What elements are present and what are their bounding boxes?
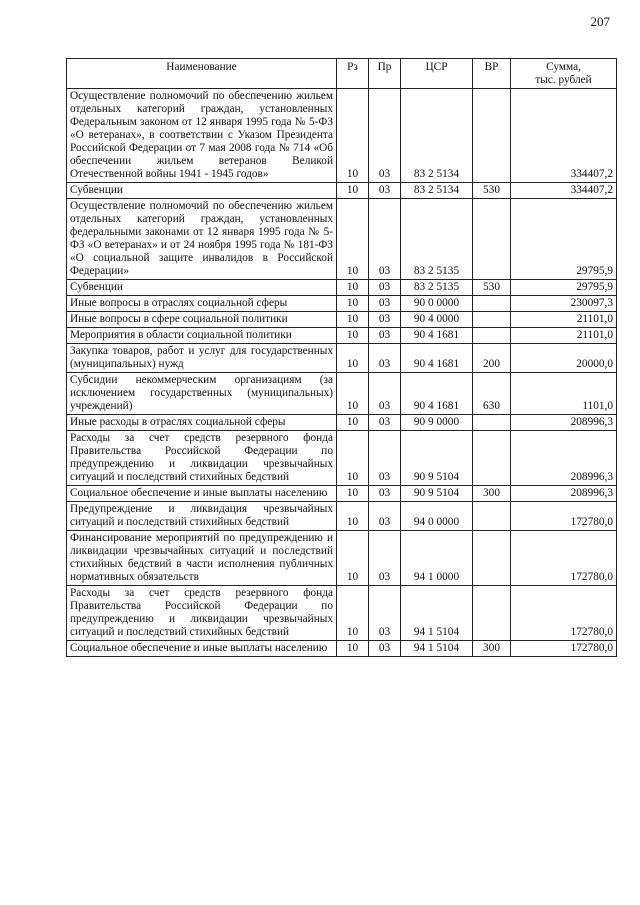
cell-sum: 208996,3	[511, 431, 617, 486]
header-row	[67, 59, 617, 89]
cell-rz: 10	[337, 431, 369, 486]
cell-pr: 03	[369, 373, 401, 415]
cell-pr: 03	[369, 296, 401, 312]
cell-pr: 03	[369, 280, 401, 296]
cell-csr: 94 1 0000	[401, 531, 473, 586]
cell-rz: 10	[337, 531, 369, 586]
cell-sum: 172780,0	[511, 531, 617, 586]
header-sum-line2: тыс. рублей	[535, 74, 592, 86]
cell-vr	[473, 199, 511, 280]
cell-name: Иные вопросы в отраслях социальной сферы	[67, 296, 337, 312]
cell-csr: 90 4 1681	[401, 373, 473, 415]
cell-sum: 172780,0	[511, 586, 617, 641]
table-row	[67, 89, 617, 183]
cell-vr	[473, 415, 511, 431]
table-row	[67, 373, 617, 415]
cell-vr: 200	[473, 344, 511, 373]
cell-sum: 230097,3	[511, 296, 617, 312]
cell-csr: 90 9 5104	[401, 431, 473, 486]
table-row	[67, 431, 617, 486]
cell-name: Иные расходы в отраслях социальной сферы	[67, 415, 337, 431]
table-row	[67, 199, 617, 280]
table-row	[67, 344, 617, 373]
cell-csr: 83 2 5135	[401, 280, 473, 296]
cell-vr	[473, 89, 511, 183]
table-row	[67, 486, 617, 502]
table-row	[67, 312, 617, 328]
cell-name: Расходы за счет средств резервного фонда Правительства Российской Федерации по предупреждению и ликвидации чрезвычайных ситуаций и последствий стихийных бедствий	[67, 431, 337, 486]
header-sum-line1: Сумма,	[546, 61, 581, 73]
cell-name: Субвенции	[67, 183, 337, 199]
cell-sum: 29795,9	[511, 199, 617, 280]
cell-sum: 172780,0	[511, 502, 617, 531]
cell-pr: 03	[369, 502, 401, 531]
cell-name: Закупка товаров, работ и услуг для государственных (муниципальных) нужд	[67, 344, 337, 373]
cell-vr	[473, 312, 511, 328]
cell-vr	[473, 431, 511, 486]
cell-csr: 94 1 5104	[401, 586, 473, 641]
cell-pr: 03	[369, 328, 401, 344]
header-csr: ЦСР	[401, 59, 473, 89]
cell-sum: 21101,0	[511, 328, 617, 344]
cell-pr: 03	[369, 531, 401, 586]
cell-name: Финансирование мероприятий по предупреждению и ликвидации чрезвычайных ситуаций и последствий стихийных бедствий в части исполнения публичных нормативных обязательств	[67, 531, 337, 586]
table-row	[67, 296, 617, 312]
cell-name: Социальное обеспечение и иные выплаты населению	[67, 486, 337, 502]
table-row	[67, 641, 617, 657]
cell-rz: 10	[337, 373, 369, 415]
cell-csr: 90 4 1681	[401, 344, 473, 373]
cell-csr: 83 2 5134	[401, 183, 473, 199]
cell-csr: 83 2 5134	[401, 89, 473, 183]
cell-rz: 10	[337, 586, 369, 641]
cell-vr	[473, 586, 511, 641]
cell-vr	[473, 502, 511, 531]
cell-csr: 90 9 5104	[401, 486, 473, 502]
cell-pr: 03	[369, 89, 401, 183]
cell-csr: 94 1 5104	[401, 641, 473, 657]
table-row	[67, 502, 617, 531]
cell-rz: 10	[337, 183, 369, 199]
header-name: Наименование	[67, 59, 337, 89]
cell-csr: 90 0 0000	[401, 296, 473, 312]
cell-name: Осуществление полномочий по обеспечению жильем отдельных категорий граждан, установленных Федеральным законом от 12 января 1995 года № 5-ФЗ «О ветеранах», в соответствии с Указом Президента Российской Федерации от 7 мая 2008 года № 714 «Об обеспечении жильем ветеранов Великой Отечественной войны 1941 - 1945 годов»	[67, 89, 337, 183]
cell-pr: 03	[369, 183, 401, 199]
cell-pr: 03	[369, 344, 401, 373]
table-row	[67, 280, 617, 296]
cell-sum: 172780,0	[511, 641, 617, 657]
table-row	[67, 328, 617, 344]
cell-vr: 530	[473, 280, 511, 296]
cell-name: Субсидии некоммерческим организациям (за исключением государственных (муниципальных) учреждений)	[67, 373, 337, 415]
header-pr: Пр	[369, 59, 401, 89]
cell-csr: 83 2 5135	[401, 199, 473, 280]
cell-vr: 530	[473, 183, 511, 199]
cell-sum: 208996,3	[511, 486, 617, 502]
cell-pr: 03	[369, 431, 401, 486]
cell-name: Мероприятия в области социальной политики	[67, 328, 337, 344]
header-sum	[511, 59, 617, 89]
cell-vr: 300	[473, 641, 511, 657]
page-number: 207	[590, 14, 610, 29]
cell-sum: 334407,2	[511, 183, 617, 199]
cell-rz: 10	[337, 296, 369, 312]
cell-name: Субвенции	[67, 280, 337, 296]
cell-pr: 03	[369, 415, 401, 431]
cell-name: Осуществление полномочий по обеспечению жильем отдельных категорий граждан, установленных федеральными законами от 12 января 1995 года № 5-ФЗ «О ветеранах» и от 24 ноября 1995 года № 181-ФЗ «О социальной защите инвалидов в Российской Федерации»	[67, 199, 337, 280]
cell-vr: 630	[473, 373, 511, 415]
cell-pr: 03	[369, 641, 401, 657]
header-rz: Рз	[337, 59, 369, 89]
cell-vr	[473, 296, 511, 312]
cell-sum: 208996,3	[511, 415, 617, 431]
cell-name: Иные вопросы в сфере социальной политики	[67, 312, 337, 328]
cell-sum: 20000,0	[511, 344, 617, 373]
table-row	[67, 183, 617, 199]
cell-name: Расходы за счет средств резервного фонда Правительства Российской Федерации по предупреждению и ликвидации чрезвычайных ситуаций и последствий стихийных бедствий	[67, 586, 337, 641]
budget-table	[66, 58, 617, 657]
cell-pr: 03	[369, 312, 401, 328]
cell-sum: 21101,0	[511, 312, 617, 328]
cell-sum: 334407,2	[511, 89, 617, 183]
cell-csr: 94 0 0000	[401, 502, 473, 531]
cell-rz: 10	[337, 415, 369, 431]
cell-csr: 90 4 0000	[401, 312, 473, 328]
cell-csr: 90 9 0000	[401, 415, 473, 431]
table-row	[67, 586, 617, 641]
table-row	[67, 415, 617, 431]
cell-rz: 10	[337, 89, 369, 183]
cell-vr	[473, 531, 511, 586]
cell-rz: 10	[337, 280, 369, 296]
cell-vr: 300	[473, 486, 511, 502]
cell-rz: 10	[337, 312, 369, 328]
cell-rz: 10	[337, 502, 369, 531]
header-vr: ВР	[473, 59, 511, 89]
cell-sum: 29795,9	[511, 280, 617, 296]
cell-sum: 1101,0	[511, 373, 617, 415]
cell-csr: 90 4 1681	[401, 328, 473, 344]
cell-rz: 10	[337, 641, 369, 657]
table-row	[67, 531, 617, 586]
cell-name: Социальное обеспечение и иные выплаты населению	[67, 641, 337, 657]
cell-pr: 03	[369, 199, 401, 280]
cell-name: Предупреждение и ликвидация чрезвычайных ситуаций и последствий стихийных бедствий	[67, 502, 337, 531]
cell-rz: 10	[337, 328, 369, 344]
cell-rz: 10	[337, 486, 369, 502]
cell-pr: 03	[369, 586, 401, 641]
cell-rz: 10	[337, 344, 369, 373]
cell-rz: 10	[337, 199, 369, 280]
cell-pr: 03	[369, 486, 401, 502]
cell-vr	[473, 328, 511, 344]
